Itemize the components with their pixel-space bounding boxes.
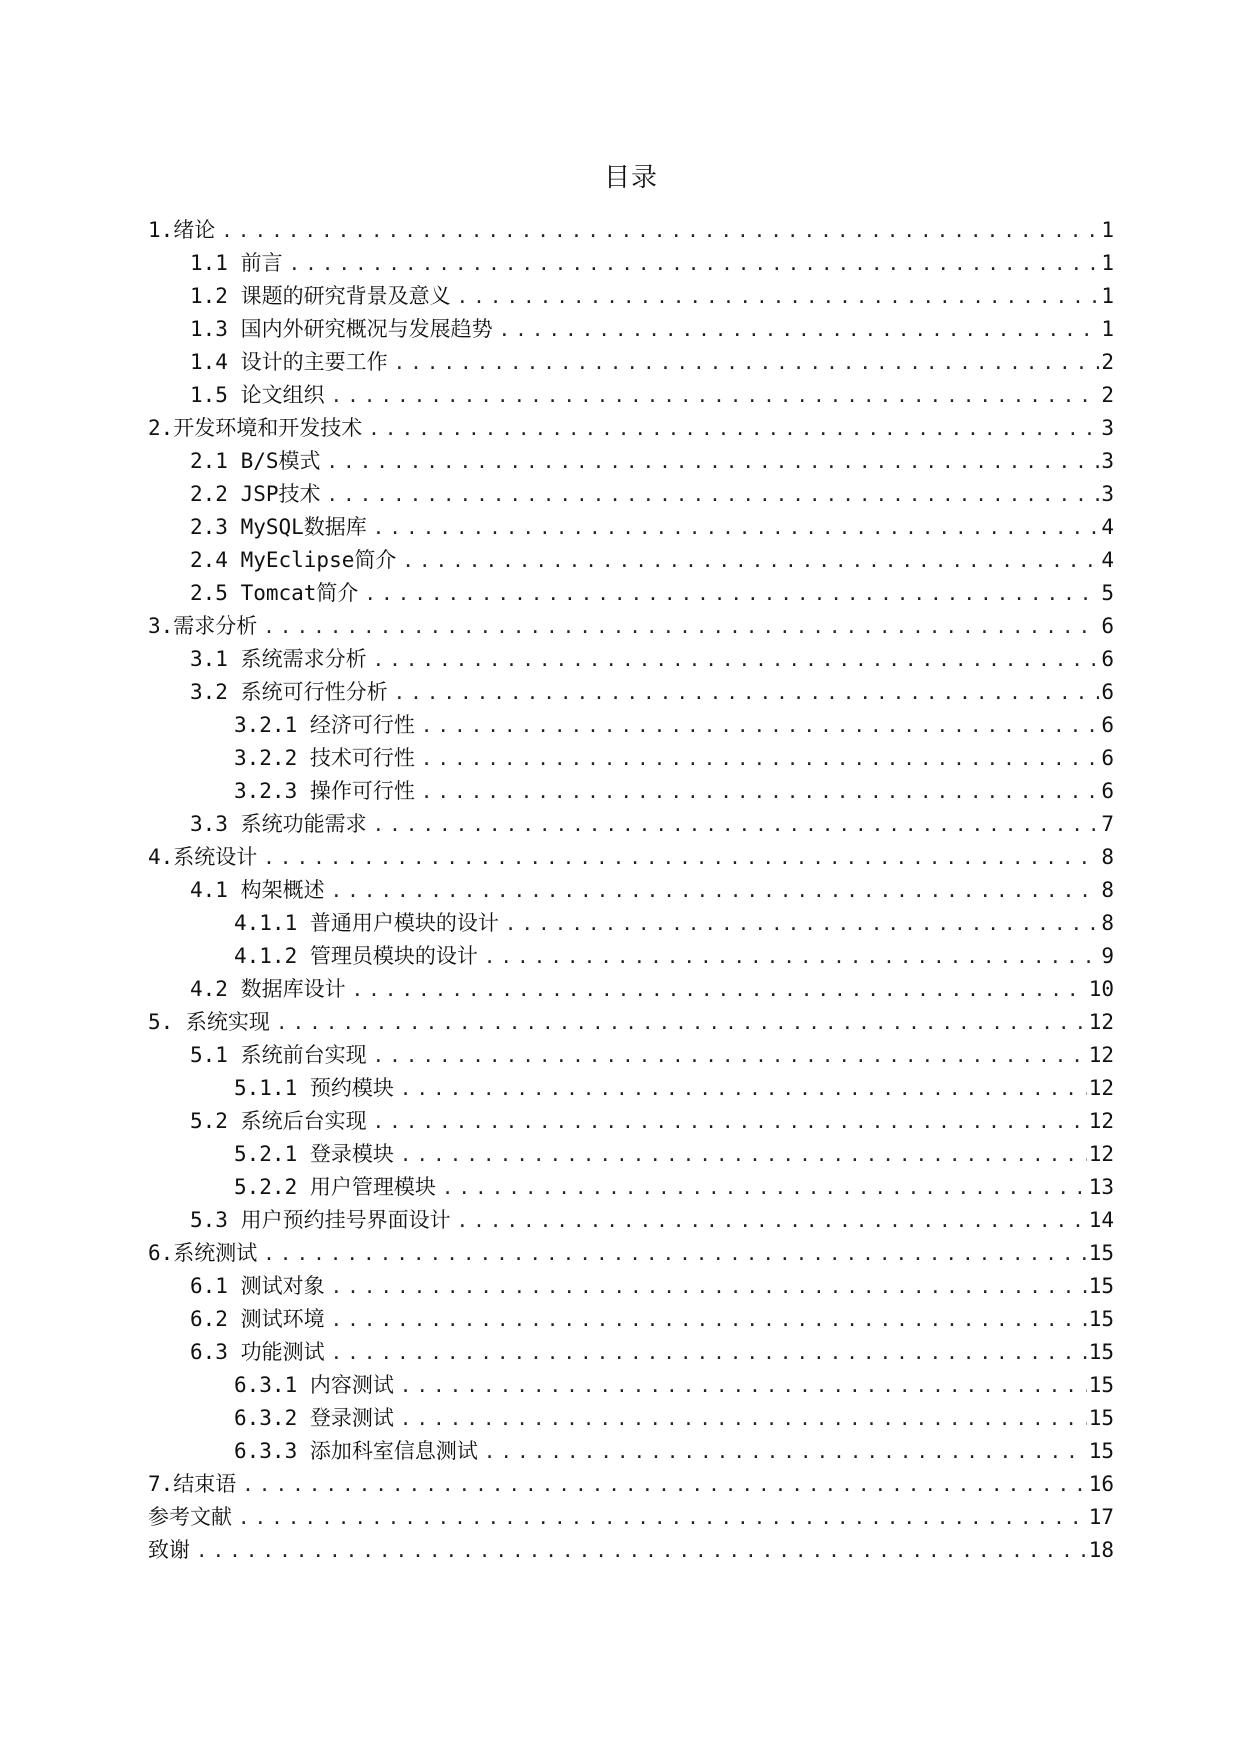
toc-page-number: 15: [1088, 1241, 1114, 1265]
toc-entry[interactable]: [148, 874, 1114, 907]
toc-entry-label: 4.2 数据库设计: [190, 977, 346, 1001]
dot-leader: [242, 1469, 1086, 1502]
dot-leader: [364, 578, 1099, 611]
toc-entry-label: 致谢: [148, 1538, 190, 1562]
dot-leader: [352, 974, 1087, 1007]
toc-page-number: 2: [1101, 350, 1114, 374]
dot-leader: [442, 1172, 1087, 1205]
toc-page-number: 8: [1101, 845, 1114, 869]
toc-entry-label: 参考文献: [148, 1505, 232, 1529]
toc-page-number: 1: [1101, 317, 1114, 341]
toc-page-number: 4: [1101, 515, 1114, 539]
dot-leader: [373, 644, 1100, 677]
toc-page-number: 1: [1101, 218, 1114, 242]
toc-page-number: 6: [1101, 680, 1114, 704]
toc-entry-label: 1.2 课题的研究背景及意义: [190, 284, 451, 308]
toc-entry-label: 1.3 国内外研究概况与发展趋势: [190, 317, 493, 341]
toc-entry[interactable]: [148, 247, 1114, 280]
dot-leader: [221, 215, 1099, 248]
dot-leader: [331, 1271, 1087, 1304]
dot-leader: [327, 446, 1100, 479]
toc-entry[interactable]: [148, 1303, 1114, 1336]
toc-entry[interactable]: [148, 313, 1114, 346]
toc-entry[interactable]: [148, 1501, 1114, 1534]
toc-entry-label: 5.2 系统后台实现: [190, 1109, 367, 1133]
toc-entry[interactable]: [148, 1435, 1114, 1468]
toc-page-number: 15: [1088, 1307, 1114, 1331]
dot-leader: [373, 1106, 1087, 1139]
toc-entry[interactable]: [148, 907, 1114, 940]
toc-entry-label: 7.结束语: [148, 1472, 237, 1496]
toc-page-number: 8: [1101, 911, 1114, 935]
toc-entry[interactable]: [148, 1072, 1114, 1105]
toc-entry-label: 5.1.1 预约模块: [234, 1076, 394, 1100]
dot-leader: [394, 677, 1100, 710]
toc-entry[interactable]: [148, 346, 1114, 379]
toc-page-number: 10: [1088, 977, 1114, 1001]
toc-page-number: 17: [1088, 1505, 1114, 1529]
toc-entry[interactable]: [148, 1006, 1114, 1039]
toc-entry[interactable]: [148, 1204, 1114, 1237]
toc-page-number: 9: [1101, 944, 1114, 968]
toc-entry-label: 6.3.3 添加科室信息测试: [234, 1439, 478, 1463]
toc-entry[interactable]: [148, 577, 1114, 610]
toc-entry[interactable]: [148, 280, 1114, 313]
toc-entry-label: 1.绪论: [148, 218, 216, 242]
toc-page-number: 12: [1088, 1109, 1114, 1133]
dot-leader: [373, 1040, 1087, 1073]
toc-entry[interactable]: [148, 841, 1114, 874]
toc-page-number: 6: [1101, 647, 1114, 671]
toc-entry[interactable]: [148, 445, 1114, 478]
dot-leader: [373, 809, 1100, 842]
dot-leader: [289, 248, 1100, 281]
dot-leader: [400, 1403, 1087, 1436]
dot-leader: [400, 1073, 1087, 1106]
toc-page-number: 18: [1088, 1538, 1114, 1562]
toc-entry-label: 3.2.2 技术可行性: [234, 746, 415, 770]
dot-leader: [505, 908, 1099, 941]
toc-entry[interactable]: [148, 1105, 1114, 1138]
toc-entry-label: 3.2 系统可行性分析: [190, 680, 388, 704]
toc-page-number: 1: [1101, 284, 1114, 308]
toc-entry-label: 3.2.1 经济可行性: [234, 713, 415, 737]
dot-leader: [484, 941, 1099, 974]
toc-page-number: 6: [1101, 746, 1114, 770]
dot-leader: [421, 710, 1099, 743]
toc-entry[interactable]: [148, 1171, 1114, 1204]
dot-leader: [400, 1139, 1087, 1172]
toc-page-number: 15: [1088, 1340, 1114, 1364]
dot-leader: [263, 611, 1099, 644]
toc-entry-label: 1.4 设计的主要工作: [190, 350, 388, 374]
toc-entry[interactable]: [148, 1402, 1114, 1435]
toc-entry-label: 2.2 JSP技术: [190, 482, 321, 506]
dot-leader: [196, 1535, 1087, 1568]
toc-entry[interactable]: [148, 478, 1114, 511]
toc-entry-label: 6.3.2 登录测试: [234, 1406, 394, 1430]
toc-entry[interactable]: [148, 1270, 1114, 1303]
toc-entry-label: 5.2.2 用户管理模块: [234, 1175, 436, 1199]
dot-leader: [394, 347, 1100, 380]
toc-page-number: 16: [1088, 1472, 1114, 1496]
dot-leader: [457, 281, 1100, 314]
toc-page-number: 15: [1088, 1373, 1114, 1397]
toc-entry-label: 6.2 测试环境: [190, 1307, 325, 1331]
dot-leader: [368, 413, 1099, 446]
dot-leader: [276, 1007, 1087, 1040]
toc-page-number: 6: [1101, 779, 1114, 803]
toc-entry-label: 3.2.3 操作可行性: [234, 779, 415, 803]
toc-page-number: 3: [1101, 449, 1114, 473]
toc-entry-label: 4.系统设计: [148, 845, 258, 869]
toc-entry[interactable]: [148, 676, 1114, 709]
toc-entry[interactable]: [148, 808, 1114, 841]
toc-page-number: 13: [1088, 1175, 1114, 1199]
toc-entry[interactable]: [148, 1468, 1114, 1501]
toc-entry[interactable]: [148, 214, 1114, 247]
toc-entry[interactable]: [148, 544, 1114, 577]
toc-entry[interactable]: [148, 973, 1114, 1006]
dot-leader: [331, 875, 1100, 908]
dot-leader: [331, 380, 1100, 413]
toc-title: 目录: [603, 163, 658, 193]
toc-entry[interactable]: [148, 610, 1114, 643]
dot-leader: [484, 1436, 1087, 1469]
toc-page-number: 12: [1088, 1076, 1114, 1100]
dot-leader: [402, 545, 1099, 578]
toc-entry-label: 6.1 测试对象: [190, 1274, 325, 1298]
toc-entry-label: 2.开发环境和开发技术: [148, 416, 363, 440]
toc-entry[interactable]: [148, 1336, 1114, 1369]
toc-page-number: 12: [1088, 1043, 1114, 1067]
dot-leader: [331, 1304, 1087, 1337]
toc-page-number: 15: [1088, 1439, 1114, 1463]
toc-page-number: 5: [1101, 581, 1114, 605]
toc-page-number: 6: [1101, 614, 1114, 638]
toc-entry[interactable]: [148, 643, 1114, 676]
toc-entry-label: 2.1 B/S模式: [190, 449, 321, 473]
toc-entry-label: 6.系统测试: [148, 1241, 258, 1265]
toc-page-number: 12: [1088, 1142, 1114, 1166]
toc-page-number: 4: [1101, 548, 1114, 572]
toc-page-number: 1: [1101, 251, 1114, 275]
toc-entry[interactable]: [148, 742, 1114, 775]
dot-leader: [421, 776, 1099, 809]
table-of-contents: [148, 214, 1114, 1567]
dot-leader: [327, 479, 1100, 512]
toc-page-number: 2: [1101, 383, 1114, 407]
dot-leader: [457, 1205, 1087, 1238]
toc-entry-label: 5. 系统实现: [148, 1010, 270, 1034]
toc-entry-label: 4.1.1 普通用户模块的设计: [234, 911, 499, 935]
toc-entry[interactable]: [148, 511, 1114, 544]
toc-entry[interactable]: [148, 412, 1114, 445]
toc-page-number: 12: [1088, 1010, 1114, 1034]
toc-entry-label: 1.1 前言: [190, 251, 283, 275]
toc-entry-label: 2.4 MyEclipse简介: [190, 548, 397, 572]
toc-entry-label: 3.1 系统需求分析: [190, 647, 367, 671]
toc-entry[interactable]: [148, 379, 1114, 412]
dot-leader: [373, 512, 1100, 545]
toc-page-number: 7: [1101, 812, 1114, 836]
toc-entry-label: 5.2.1 登录模块: [234, 1142, 394, 1166]
dot-leader: [421, 743, 1099, 776]
toc-entry-label: 2.5 Tomcat简介: [190, 581, 359, 605]
toc-page-number: 14: [1088, 1208, 1114, 1232]
toc-entry[interactable]: [148, 1369, 1114, 1402]
toc-entry-label: 1.5 论文组织: [190, 383, 325, 407]
toc-entry-label: 2.3 MySQL数据库: [190, 515, 367, 539]
toc-page-number: 15: [1088, 1406, 1114, 1430]
toc-entry[interactable]: [148, 1237, 1114, 1270]
toc-entry[interactable]: [148, 1534, 1114, 1567]
dot-leader: [263, 1238, 1086, 1271]
toc-entry-label: 3.需求分析: [148, 614, 258, 638]
toc-entry[interactable]: [148, 1138, 1114, 1171]
toc-page-number: 3: [1101, 416, 1114, 440]
toc-page-number: 15: [1088, 1274, 1114, 1298]
toc-entry-label: 3.3 系统功能需求: [190, 812, 367, 836]
dot-leader: [331, 1337, 1087, 1370]
toc-page-number: 6: [1101, 713, 1114, 737]
toc-entry-label: 4.1.2 管理员模块的设计: [234, 944, 478, 968]
toc-page-number: 3: [1101, 482, 1114, 506]
toc-entry-label: 6.3.1 内容测试: [234, 1373, 394, 1397]
toc-entry-label: 5.3 用户预约挂号界面设计: [190, 1208, 451, 1232]
toc-entry-label: 5.1 系统前台实现: [190, 1043, 367, 1067]
toc-entry[interactable]: [148, 709, 1114, 742]
dot-leader: [400, 1370, 1087, 1403]
toc-entry[interactable]: [148, 940, 1114, 973]
dot-leader: [263, 842, 1099, 875]
toc-entry-label: 4.1 构架概述: [190, 878, 325, 902]
toc-page-number: 8: [1101, 878, 1114, 902]
dot-leader: [238, 1502, 1087, 1535]
toc-entry[interactable]: [148, 1039, 1114, 1072]
toc-entry[interactable]: [148, 775, 1114, 808]
toc-entry-label: 6.3 功能测试: [190, 1340, 325, 1364]
dot-leader: [499, 314, 1100, 347]
